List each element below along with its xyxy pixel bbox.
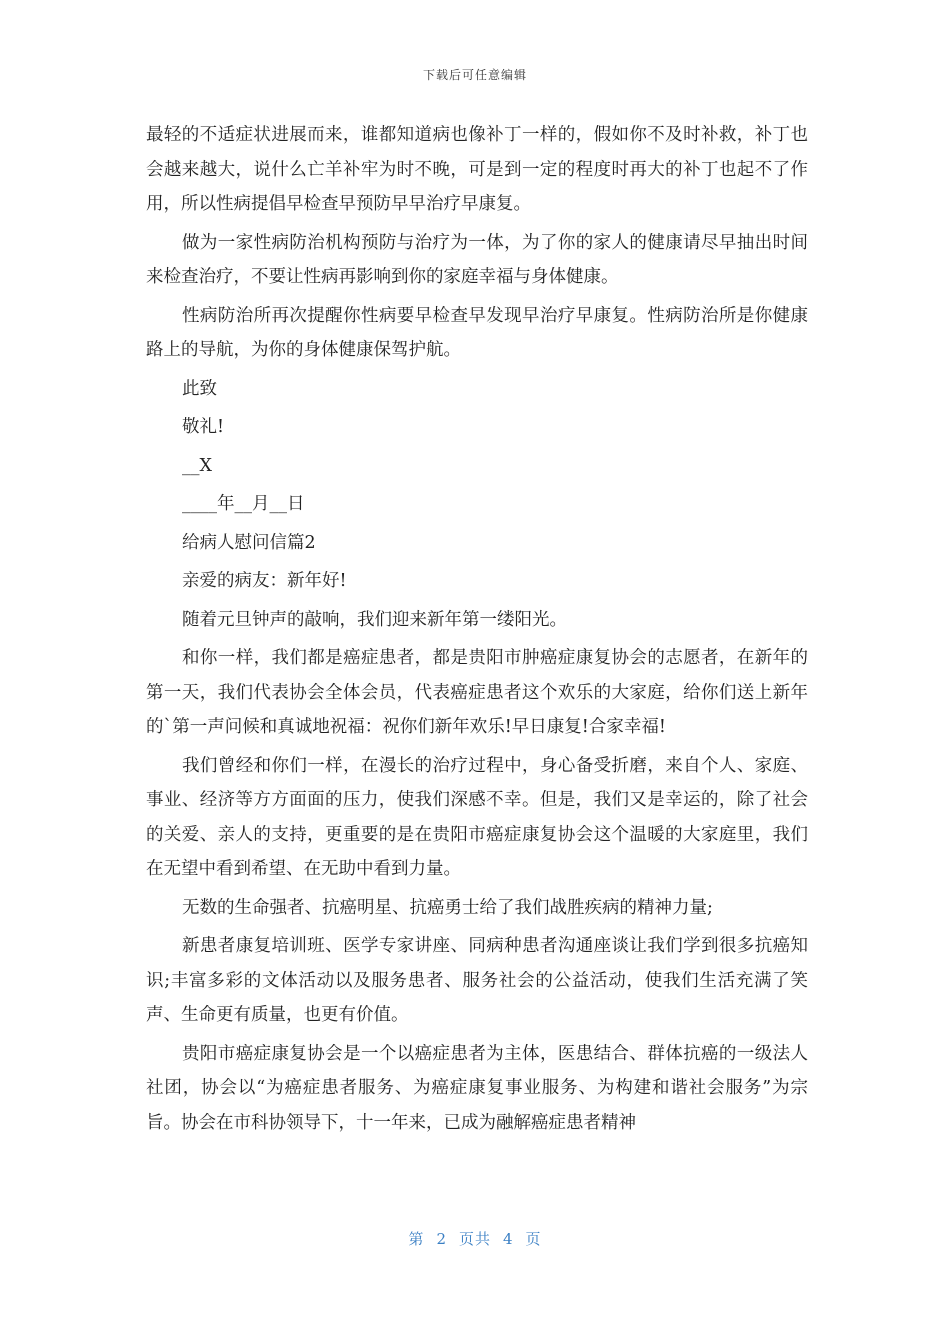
paragraph: 性病防治所再次提醒你性病要早检查早发现早治疗早康复。性病防治所是你健康路上的导航，为你的身体健康保驾护航。 [146,305,808,360]
closing-regards: 敬礼! [182,417,225,437]
document-body [146,118,808,1144]
paragraph: 贵阳市癌症康复协会是一个以癌症患者为主体，医患结合、群体抗癌的一级法人社团，协会以“为癌症患者服务、为癌症康复事业服务、为构建和谐社会服务”为宗旨。协会在市科协领导下，十一年来，已成为融解癌症患者精神 [146,1043,808,1133]
paragraph: 我们曾经和你们一样，在漫长的治疗过程中，身心备受折磨，来自个人、家庭、事业、经济等方方面面的压力，使我们深感不幸。但是，我们又是幸运的，除了社会的关爱、亲人的支持，更重要的是在贵阳市癌症康复协会这个温暖的大家庭里，我们在无望中看到希望、在无助中看到力量。 [146,755,808,879]
page-word: 第 [408,1230,425,1248]
page-total: 4 [503,1230,514,1248]
paragraph: 和你一样，我们都是癌症患者，都是贵阳市肿癌症康复协会的志愿者，在新年的第一天，我们代表协会全体会员，代表癌症患者这个欢乐的大家庭，给你们送上新年的`第一声问候和真诚地祝福：祝你们新年欢乐!早日康复!合家幸福! [146,648,808,737]
paragraph: 随着元旦钟声的敲响，我们迎来新年第一缕阳光。 [182,609,567,630]
paragraph: 最轻的不适症状进展而来，谁都知道病也像补丁一样的，假如你不及时补救，补丁也会越来越大，说什么亡羊补牢为时不晚，可是到一定的程度时再大的补丁也起不了作用，所以性病提倡早检查早预防早早治疗早康复。 [146,125,808,214]
page-footer [0,1228,950,1249]
greeting: 亲爱的病友：新年好! [182,571,347,591]
signature-line: __X [182,455,212,476]
header-note: 下载后可任意编辑 [422,68,527,82]
section-title: 给病人慰问信篇2 [182,532,316,553]
paragraph: 做为一家性病防治机构预防与治疗为一体，为了你的家人的健康请尽早抽出时间来检查治疗，不要让性病再影响到你的家庭幸福与身体健康。 [146,232,808,287]
paragraph: 无数的生命强者、抗癌明星、抗癌勇士给了我们战胜疾病的精神力量; [182,897,713,918]
page-suffix: 页 [525,1230,542,1248]
page-current: 2 [436,1230,447,1248]
paragraph: 新患者康复培训班、医学专家讲座、同病种患者沟通座谈让我们学到很多抗癌知识;丰富多彩的文体活动以及服务患者、服务社会的公益活动，使我们生活充满了笑声、生命更有质量，也更有价值。 [146,936,808,1025]
date-line: ____年__月__日 [182,494,305,514]
page-of: 页共 [458,1230,491,1248]
closing-salutation: 此致 [182,378,217,399]
